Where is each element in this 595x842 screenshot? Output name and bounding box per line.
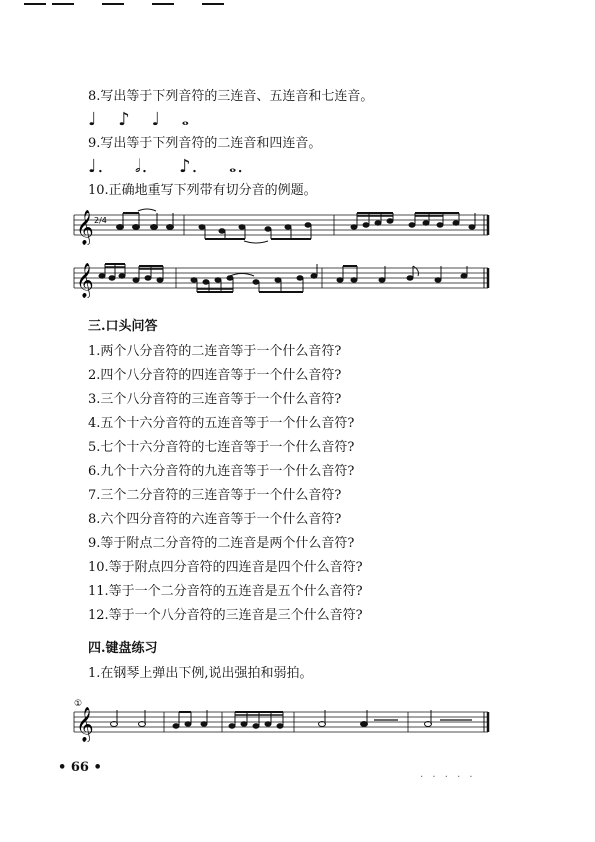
note-icon: ♪ [118, 109, 131, 130]
music-staff-2 [72, 258, 490, 298]
time-signature: 2/4 [94, 216, 107, 225]
note-icon: ♩. [88, 156, 105, 177]
oral-question: 8.六个四分音符的六连音等于一个什么音符? [88, 512, 342, 527]
scan-specks: · · · · · [420, 772, 476, 783]
note-icon: ♩ [151, 109, 161, 130]
circled-number: ① [74, 699, 83, 709]
exercise-10-text: 10.正确地重写下列带有切分音的例题。 [88, 183, 317, 198]
oral-question: 2.四个八分音符的四连音等于一个什么音符? [88, 368, 342, 383]
keyboard-exercise-1-text: 1.在钢琴上弹出下例,说出强拍和弱拍。 [88, 666, 313, 681]
note-icon: 𝅗𝅥. [134, 156, 149, 177]
note-icon: ♪. [179, 156, 199, 177]
oral-question: 1.两个八分音符的二连音等于一个什么音符? [88, 344, 342, 359]
note-icon: ♩ [88, 109, 98, 130]
note-icon: 𝅝 [181, 109, 190, 130]
music-staff-1 [72, 205, 490, 245]
oral-question: 11.等于一个二分音符的五连音是五个什么音符? [88, 584, 363, 599]
exercise-8-text: 8.写出等于下列音符的三连音、五连音和七连音。 [88, 89, 374, 104]
oral-question: 3.三个八分音符的三连音等于一个什么音符? [88, 392, 342, 407]
treble-clef-icon: 𝄞 [76, 210, 94, 245]
treble-clef-icon: 𝄞 [76, 263, 94, 298]
page-number: • 66 • [58, 760, 102, 775]
oral-question: 5.七个十六分音符的七连音等于一个什么音符? [88, 440, 355, 455]
exercise-9-text: 9.写出等于下列音符的二连音和四连音。 [88, 136, 322, 151]
oral-question: 4.五个十六分音符的五连音等于一个什么音符? [88, 416, 355, 431]
treble-clef-icon: 𝄞 [76, 707, 94, 742]
oral-question: 6.九个十六分音符的九连音等于一个什么音符? [88, 464, 355, 479]
exercise-9-notes [88, 157, 258, 177]
oral-question: 7.三个二分音符的三连音等于一个什么音符? [88, 488, 342, 503]
oral-question: 12.等于一个八分音符的三连音是三个什么音符? [88, 608, 363, 623]
oral-question: 10.等于附点四分音符的四连音是四个什么音符? [88, 560, 363, 575]
music-staff-3 [72, 696, 490, 742]
section-4-heading: 四.键盘练习 [88, 641, 158, 656]
section-3-heading: 三.口头问答 [88, 319, 158, 334]
oral-question: 9.等于附点二分音符的二连音是两个什么音符? [88, 536, 355, 551]
note-icon: 𝅝. [229, 156, 244, 177]
exercise-8-notes [88, 110, 204, 130]
